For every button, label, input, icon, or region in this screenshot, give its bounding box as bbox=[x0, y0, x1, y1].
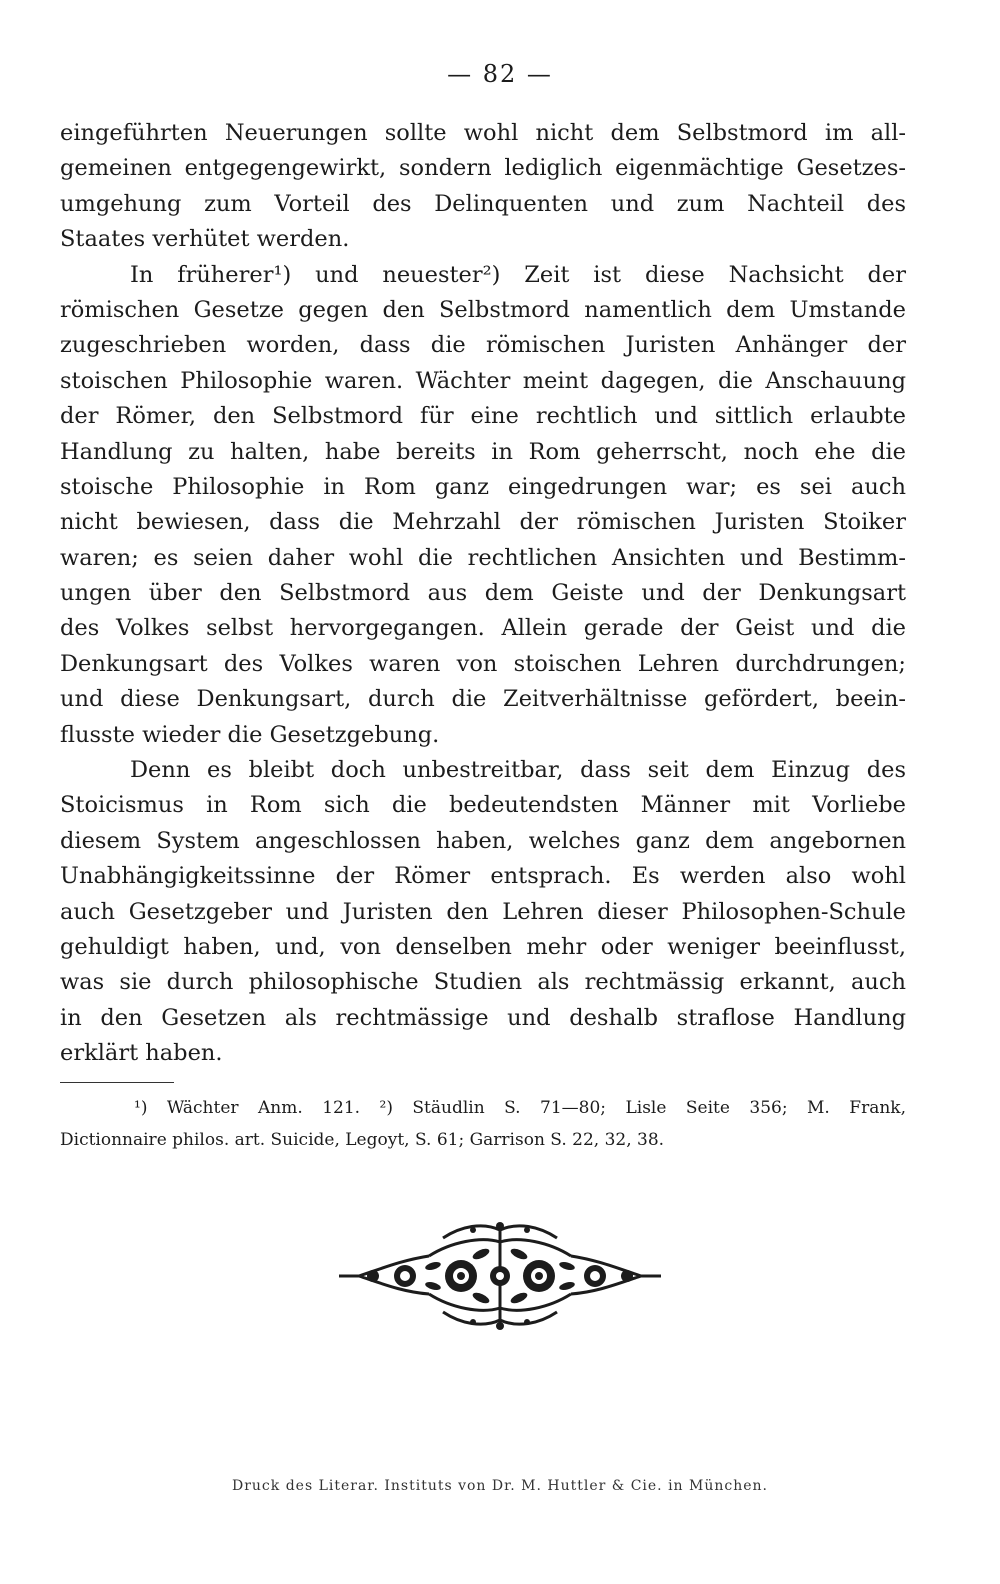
page-number: — 82 — bbox=[447, 60, 553, 88]
body-text bbox=[60, 116, 906, 1072]
footnote-line: ¹) Wächter Anm. 121. ²) Stäudlin S. 71—80; Lisle Seite 356; M. Frank, bbox=[134, 1098, 906, 1118]
floral-vignette-icon bbox=[333, 1220, 667, 1332]
text-line: nicht bewiesen, dass die Mehrzahl der römischen Juristen Stoiker bbox=[60, 509, 906, 536]
text-line: Stoicismus in Rom sich die bedeutendsten Männer mit Vorliebe bbox=[60, 792, 906, 819]
text-line: gehuldigt haben, und, von denselben mehr oder weniger beeinflusst, bbox=[60, 933, 906, 960]
text-line: waren; es seien daher wohl die rechtlichen Ansichten und Bestimm- bbox=[60, 544, 906, 571]
text-line: Unabhängigkeitssinne der Römer entsprach. Es werden also wohl bbox=[60, 863, 906, 890]
text-line: ungen über den Selbstmord aus dem Geiste und der Denkungsart bbox=[60, 580, 906, 607]
text-line: auch Gesetzgeber und Juristen den Lehren dieser Philosophen-Schule bbox=[60, 898, 906, 925]
text-line: umgehung zum Vorteil des Delinquenten und zum Nachteil des bbox=[60, 190, 906, 217]
text-line: der Römer, den Selbstmord für eine rechtlich und sittlich erlaubte bbox=[60, 403, 906, 430]
text-line: erklärt haben. bbox=[60, 1040, 223, 1067]
text-line: stoische Philosophie in Rom ganz eingedrungen war; es sei auch bbox=[60, 473, 906, 500]
text-line: In früherer¹) und neuester²) Zeit ist diese Nachsicht der bbox=[130, 261, 906, 288]
text-line: flusste wieder die Gesetzgebung. bbox=[60, 721, 440, 748]
text-line: Denn es bleibt doch unbestreitbar, dass seit dem Einzug des bbox=[130, 757, 906, 784]
text-line: in den Gesetzen als rechtmässige und deshalb straflose Handlung bbox=[60, 1004, 906, 1031]
text-line: und diese Denkungsart, durch die Zeitverhältnisse gefördert, beein- bbox=[60, 686, 906, 713]
text-line: stoischen Philosophie waren. Wächter meint dagegen, die Anschauung bbox=[60, 367, 906, 394]
text-line: was sie durch philosophische Studien als rechtmässig erkannt, auch bbox=[60, 969, 906, 996]
footnotes bbox=[60, 1092, 906, 1156]
printer-colophon: Druck des Literar. Instituts von Dr. M. Huttler & Cie. in München. bbox=[231, 1478, 769, 1494]
text-line: des Volkes selbst hervorgegangen. Allein gerade der Geist und die bbox=[60, 615, 906, 642]
text-line: gemeinen entgegengewirkt, sondern lediglich eigenmächtige Gesetzes- bbox=[60, 155, 906, 182]
text-line: Staates verhütet werden. bbox=[60, 226, 350, 253]
footnote-rule bbox=[60, 1082, 174, 1083]
text-line: Denkungsart des Volkes waren von stoischen Lehren durchdrungen; bbox=[60, 650, 906, 677]
text-line: diesem System angeschlossen haben, welches ganz dem angebornen bbox=[60, 827, 906, 854]
text-line: eingeführten Neuerungen sollte wohl nicht dem Selbstmord im all- bbox=[60, 120, 906, 146]
footnote-line: Dictionnaire philos. art. Suicide, Legoyt, S. 61; Garrison S. 22, 32, 38. bbox=[60, 1130, 665, 1150]
text-line: römischen Gesetze gegen den Selbstmord namentlich dem Umstande bbox=[60, 296, 906, 323]
text-line: Handlung zu halten, habe bereits in Rom geherrscht, noch ehe die bbox=[60, 438, 906, 465]
text-line: zugeschrieben worden, dass die römischen Juristen Anhänger der bbox=[60, 332, 906, 359]
